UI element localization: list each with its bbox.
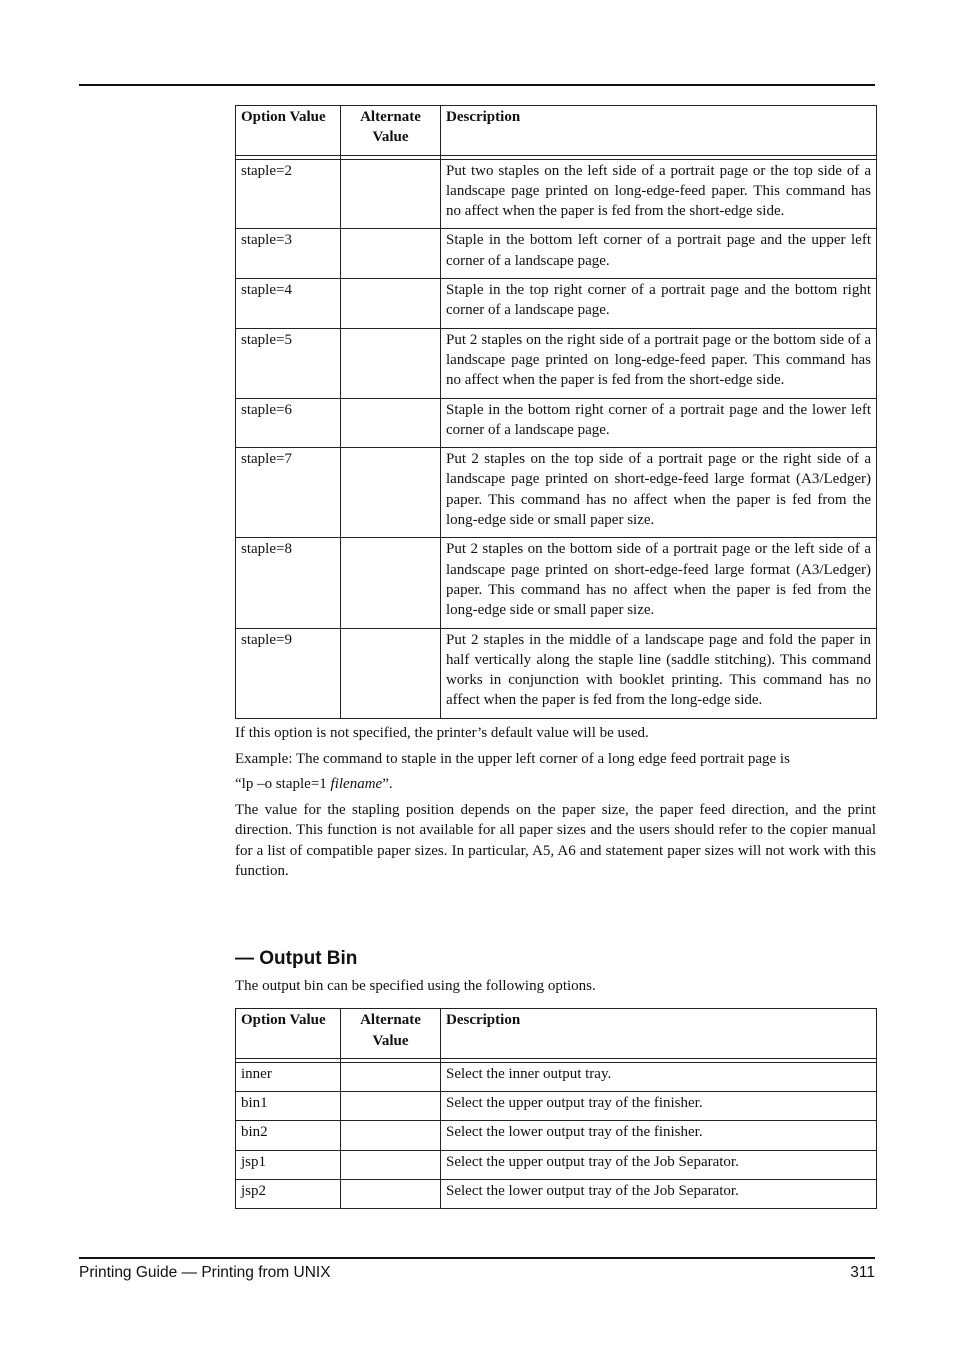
example-command-prefix: “lp –o staple=1 (235, 776, 331, 793)
description-cell: Put 2 staples on the top side of a portrait page or the right side of a landscape page printed on short-edge-feed large format (A3/Ledger) paper. This command has no affect when the paper is fed from the long-edge side or small paper size. (441, 448, 877, 538)
header-alternate-value: Alternate Value (341, 1009, 441, 1059)
default-value-note: If this option is not specified, the printer’s default value will be used. (235, 724, 649, 741)
output-bin-section (235, 948, 876, 1209)
description-cell: Put 2 staples on the right side of a portrait page or the bottom side of a landscape page printed on long-edge-feed paper. This command has no affect when the paper is fed from the short-edge side. (441, 328, 877, 398)
option-value-cell: staple=5 (236, 328, 341, 398)
description-cell: Staple in the bottom left corner of a portrait page and the upper left corner of a landscape page. (441, 229, 877, 279)
header-description: Description (441, 106, 877, 156)
option-value-cell: staple=2 (236, 159, 341, 229)
alternate-value-cell (341, 1092, 441, 1121)
header-alternate-value: Alternate Value (341, 106, 441, 156)
header-rule (79, 84, 875, 86)
alternate-value-cell (341, 448, 441, 538)
staple-options-section (235, 105, 876, 881)
footer-rule (79, 1257, 875, 1259)
example-command (235, 774, 876, 794)
table-row (236, 628, 877, 718)
table-row (236, 229, 877, 279)
header-option-value: Option Value (236, 106, 341, 156)
description-cell: Select the lower output tray of the finisher. (441, 1121, 877, 1150)
table-row (236, 538, 877, 628)
table-row (236, 328, 877, 398)
section-title: — Output Bin (235, 948, 358, 969)
table-row (236, 159, 877, 229)
alternate-value-cell (341, 1150, 441, 1179)
description-cell: Select the inner output tray. (441, 1062, 877, 1091)
table-row (236, 1150, 877, 1179)
alternate-value-cell (341, 279, 441, 329)
alternate-value-cell (341, 229, 441, 279)
table-header-row (236, 106, 877, 156)
stapling-position-paragraph: The value for the stapling position depends on the paper size, the paper feed direction, and the print direction. This function is not available for all paper sizes and the users should refer to the copier manual for a list of compatible paper sizes. In particular, A5, A6 and statement paper sizes will not work with this function. (235, 802, 876, 879)
table-row (236, 1062, 877, 1091)
alternate-value-cell (341, 1062, 441, 1091)
description-cell: Put 2 staples in the middle of a landscape page and fold the paper in half vertically along the staple line (saddle stitching). This command works in conjunction with booklet printing. This command has no affect when the paper is fed from the long-edge side. (441, 628, 877, 718)
description-cell: Put 2 staples on the bottom side of a portrait page or the left side of a landscape page printed on short-edge-feed large format (A3/Ledger) paper. This command has no affect when the paper is fed from the long-edge side or small paper size. (441, 538, 877, 628)
output-bin-table (235, 1008, 877, 1209)
alternate-value-cell (341, 1180, 441, 1209)
table-header-row (236, 1009, 877, 1059)
option-value-cell: bin2 (236, 1121, 341, 1150)
alternate-value-cell (341, 538, 441, 628)
table-row (236, 398, 877, 448)
table-row (236, 448, 877, 538)
alternate-value-cell (341, 398, 441, 448)
footer-title: Printing Guide — Printing from UNIX (79, 1264, 331, 1281)
table-row (236, 1092, 877, 1121)
alternate-value-cell (341, 328, 441, 398)
alternate-value-cell (341, 1121, 441, 1150)
option-value-cell: staple=3 (236, 229, 341, 279)
option-value-cell: inner (236, 1062, 341, 1091)
description-cell: Select the upper output tray of the finisher. (441, 1092, 877, 1121)
header-option-value: Option Value (236, 1009, 341, 1059)
page-number: 311 (850, 1264, 875, 1281)
description-cell: Select the lower output tray of the Job Separator. (441, 1180, 877, 1209)
option-value-cell: staple=7 (236, 448, 341, 538)
header-description: Description (441, 1009, 877, 1059)
option-value-cell: staple=4 (236, 279, 341, 329)
table-row (236, 1121, 877, 1150)
example-command-suffix: ”. (382, 776, 393, 793)
example-intro: Example: The command to staple in the upper left corner of a long edge feed portrait page is (235, 750, 790, 767)
table-row (236, 1180, 877, 1209)
section-intro: The output bin can be specified using the following options. (235, 978, 596, 994)
option-value-cell: staple=9 (236, 628, 341, 718)
option-value-cell: bin1 (236, 1092, 341, 1121)
example-command-filename: filename (330, 776, 383, 793)
option-value-cell: staple=6 (236, 398, 341, 448)
description-cell: Staple in the bottom right corner of a portrait page and the lower left corner of a landscape page. (441, 398, 877, 448)
alternate-value-cell (341, 159, 441, 229)
description-cell: Staple in the top right corner of a portrait page and the bottom right corner of a landscape page. (441, 279, 877, 329)
option-value-cell: staple=8 (236, 538, 341, 628)
alternate-value-cell (341, 628, 441, 718)
staple-options-table (235, 105, 877, 719)
table-row (236, 279, 877, 329)
option-value-cell: jsp1 (236, 1150, 341, 1179)
description-cell: Select the upper output tray of the Job Separator. (441, 1150, 877, 1179)
option-value-cell: jsp2 (236, 1180, 341, 1209)
description-cell: Put two staples on the left side of a portrait page or the top side of a landscape page printed on long-edge-feed paper. This command has no affect when the paper is fed from the short-edge side. (441, 159, 877, 229)
